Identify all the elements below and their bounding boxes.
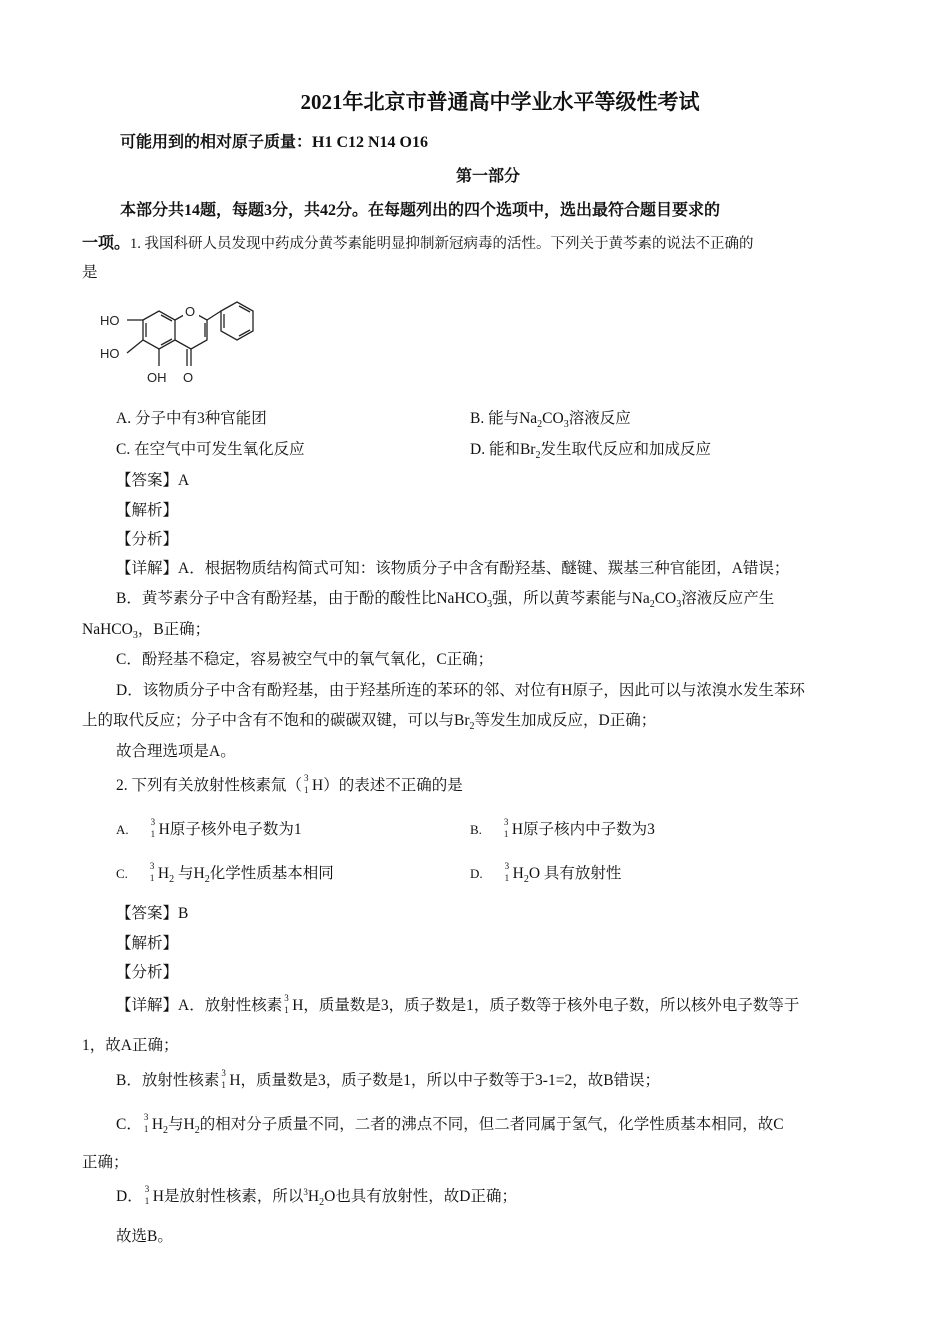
q2-option-b: B. 3 1 H原子核内中子数为3 [470, 817, 655, 840]
q2-stem: 2. 下列有关放射性核素氚（ 3 1 H）的表述不正确的是 [116, 773, 463, 796]
part-heading: 第一部分 [456, 168, 521, 185]
q1-stem-line2: 是 [82, 264, 98, 281]
page-title: 2021年北京市普通高中学业水平等级性考试 [300, 90, 700, 114]
q2-detail-b: B．放射性核素 3 1 H，质量数是3，质子数是1，所以中子数等于3-1=2，故B错误； [116, 1068, 661, 1091]
q2-conclusion: 故选B。 [116, 1228, 173, 1245]
q1-detail-b-line1: B．黄芩素分子中含有酚羟基，由于酚的酸性比NaHCO$_3$强，所以黄芩素能与$Na_2CO_3$溶液反应产生 [116, 590, 775, 611]
q1-option-d: D. 能和$Br_2$发生取代反应和加成反应 [470, 441, 711, 462]
q1-conclusion: 故合理选项是A。 [116, 743, 236, 760]
q2-answer: 【答案】B [116, 905, 189, 922]
q1-option-b: B. 能与$Na_2CO_3$溶液反应 [470, 410, 631, 431]
q1-option-c: C. 在空气中可发生氧化反应 [116, 441, 305, 458]
mol-label-ring-o: O [185, 304, 196, 319]
q1-detail-b-line2: NaHCO$_3$，B正确； [82, 621, 211, 642]
q2-fenxi: 【分析】 [116, 964, 179, 981]
q2-option-a: A. 3 1 H原子核外电子数为1 [116, 817, 302, 840]
q2-analysis: 【解析】 [116, 935, 179, 952]
mol-label-ho-1: HO [100, 313, 120, 328]
q2-detail-c-line2: 正确； [82, 1154, 129, 1171]
q1-detail-d-line1: D．该物质分子中含有酚羟基，由于羟基所连的苯环的邻、对位有H原子，因此可以与浓溴水发生苯环 [116, 682, 805, 699]
q1-answer: 【答案】A [116, 472, 190, 489]
q1-detail-d-line2: 上的取代反应；分子中含有不饱和的碳碳双键，可以与$Br_2$等发生加成反应，D正确； [82, 712, 657, 733]
mol-label-ho-2: HO [100, 346, 120, 361]
q1-analysis: 【解析】 [116, 502, 179, 519]
q1-detail-a: 【详解】A．根据物质结构简式可知：该物质分子中含有酚羟基、醚键、羰基三种官能团，A错误； [116, 560, 790, 577]
mol-label-oh: OH [147, 370, 167, 385]
q1-stem-line1: 一项。1. 我国科研人员发现中药成分黄芩素能明显抑制新冠病毒的活性。下列关于黄芩素的说法不正确的 [82, 235, 754, 252]
atomic-masses: 可能用到的相对原子质量：H1 C12 N14 O16 [120, 134, 429, 151]
q2-option-c: C. 3 1 $H_2$ 与$H_2$化学性质基本相同 [116, 861, 334, 886]
q2-detail-d: D． 3 1 H是放射性核素，所以$^3H_2O$也具有放射性，故D正确； [116, 1184, 517, 1209]
q2-detail-c-line1: C． 3 1 $H_2$与$H_2$的相对分子质量不同，二者的沸点不同，但二者同属于氢气，化学性质基本相同，故C [116, 1112, 784, 1137]
mol-label-carbonyl-o: O [183, 370, 194, 385]
q2-detail-a-line2: 1，故A正确； [82, 1037, 179, 1054]
baicalein-structure-diagram [95, 300, 270, 395]
q2-option-d: D. 3 1 $H_2O$ 具有放射性 [470, 861, 622, 886]
q1-detail-c: C．酚羟基不稳定，容易被空气中的氧气氧化，C正确； [116, 651, 494, 668]
instructions-line1: 本部分共14题，每题3分，共42分。在每题列出的四个选项中，选出最符合题目要求的 [120, 202, 721, 219]
q1-fenxi: 【分析】 [116, 531, 179, 548]
q2-detail-a-line1: 【详解】A．放射性核素 3 1 H，质量数是3，质子数是1，质子数等于核外电子数，所以核外电子数等于 [116, 993, 800, 1016]
q1-option-a: A. 分子中有3种官能团 [116, 410, 267, 427]
